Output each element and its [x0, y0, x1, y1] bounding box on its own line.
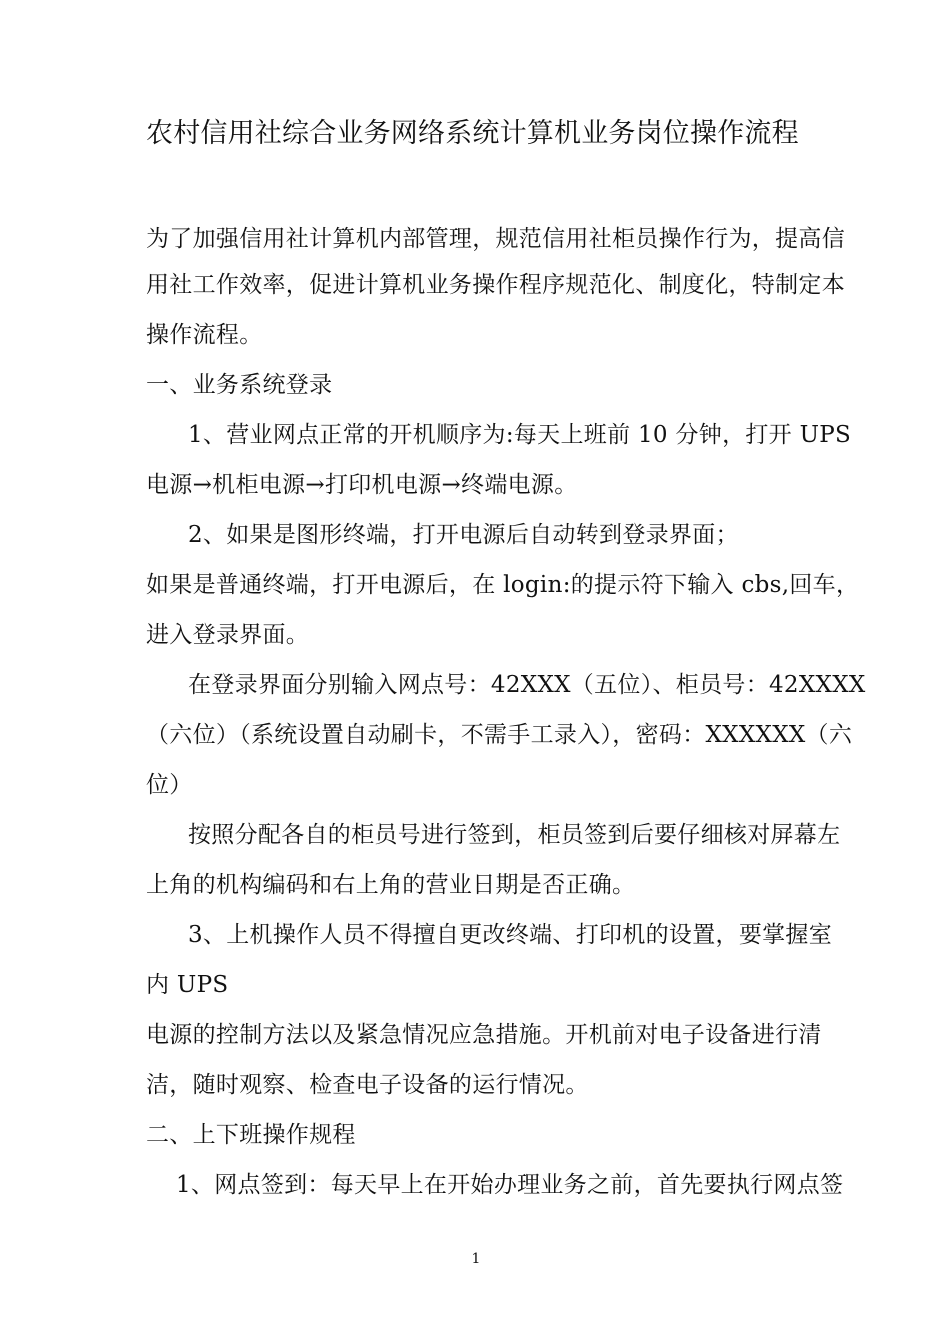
paragraph-line: 操作流程。	[146, 322, 263, 348]
page-number: 1	[471, 1251, 481, 1267]
paragraph-line: 洁，随时观察、检查电子设备的运行情况。	[146, 1072, 589, 1098]
paragraph-line: 在登录界面分别输入网点号：42XXX（五位）、柜员号：42XXXX	[188, 672, 866, 698]
paragraph-line: 3、上机操作人员不得擅自更改终端、打印机的设置，要掌握室	[188, 922, 833, 948]
paragraph-line: 进入登录界面。	[146, 622, 310, 648]
paragraph-line: 上角的机构编码和右上角的营业日期是否正确。	[146, 872, 636, 898]
paragraph-line: 如果是普通终端，打开电源后，在 login:的提示符下输入 cbs,回车，	[146, 572, 860, 598]
paragraph-line: 内 UPS	[146, 972, 229, 998]
section-heading: 一、业务系统登录	[146, 372, 333, 398]
paragraph-line: 为了加强信用社计算机内部管理，规范信用社柜员操作行为，提高信	[146, 226, 845, 252]
paragraph-line: （六位）（系统设置自动刷卡，不需手工录入），密码：XXXXXX（六	[146, 722, 853, 748]
paragraph-line: 1、营业网点正常的开机顺序为:每天上班前 10 分钟，打开 UPS	[188, 422, 852, 448]
paragraph-line: 电源的控制方法以及紧急情况应急措施。开机前对电子设备进行清	[146, 1022, 822, 1048]
section-heading: 二、上下班操作规程	[146, 1122, 356, 1148]
paragraph-line: 电源→机柜电源→打印机电源→终端电源。	[146, 472, 578, 498]
paragraph-line: 用社工作效率，促进计算机业务操作程序规范化、制度化，特制定本	[146, 272, 845, 298]
document-title: 农村信用社综合业务网络系统计算机业务岗位操作流程	[146, 118, 799, 149]
paragraph-line: 位）	[146, 772, 193, 798]
paragraph-line: 1、网点签到：每天早上在开始办理业务之前，首先要执行网点签	[176, 1172, 844, 1198]
paragraph-line: 按照分配各自的柜员号进行签到，柜员签到后要仔细核对屏幕左	[188, 822, 841, 848]
paragraph-line: 2、如果是图形终端，打开电源后自动转到登录界面；	[188, 522, 739, 548]
